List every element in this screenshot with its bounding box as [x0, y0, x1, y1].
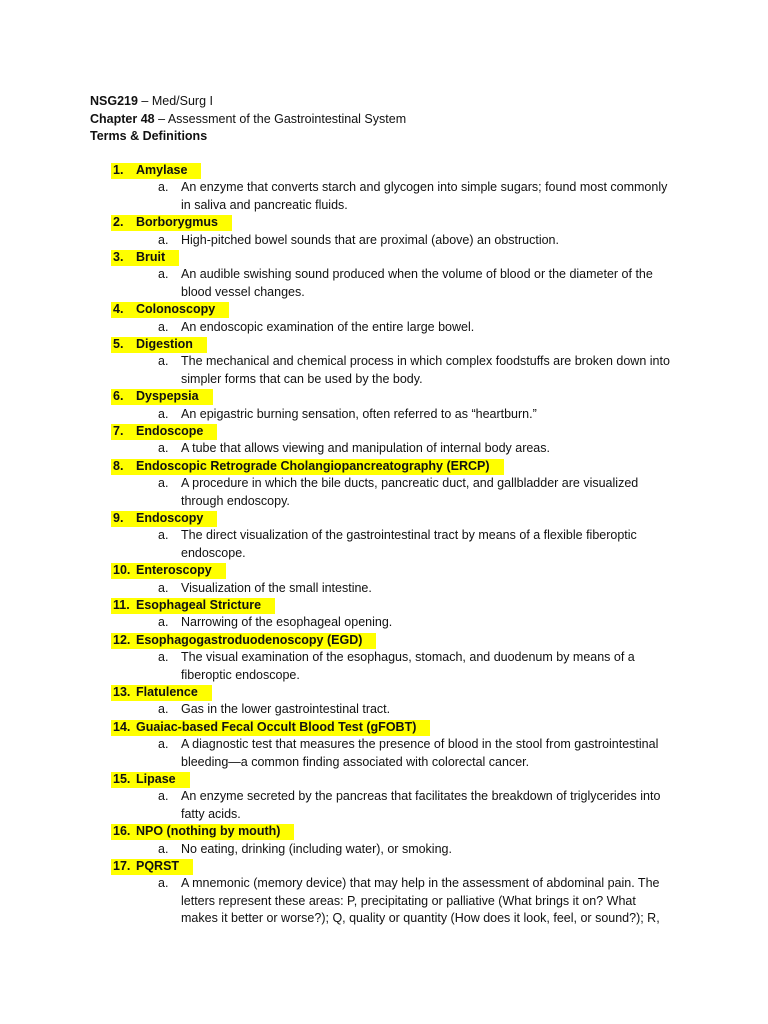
definition-line: fiberoptic endoscope. — [181, 667, 300, 682]
term-heading — [0, 301, 768, 318]
term-name: Lipase — [136, 772, 176, 786]
term-name: PQRST — [136, 859, 180, 873]
term-heading — [0, 632, 768, 649]
definition-line: endoscope. — [181, 545, 246, 560]
term-heading — [0, 162, 768, 179]
definition-line: A tube that allows viewing and manipulation of internal body areas. — [181, 441, 550, 456]
term-number: 12. — [113, 632, 131, 647]
definition-letter: a. — [158, 528, 169, 543]
definition-line: The mechanical and chemical process in which complex foodstuffs are broken down into — [181, 354, 670, 369]
term-heading — [0, 214, 768, 231]
term-item — [0, 162, 768, 214]
definition-line: bleeding—a common finding associated with colorectal cancer. — [181, 754, 530, 769]
term-heading — [0, 423, 768, 440]
term-item — [0, 719, 768, 771]
term-name: Borborygmus — [136, 215, 218, 230]
term-item — [0, 771, 768, 823]
definition-letter: a. — [158, 580, 169, 595]
definition-line: An enzyme that converts starch and glycogen into simple sugars; found most commonly — [181, 180, 668, 195]
document-header — [90, 93, 406, 146]
term-item — [0, 301, 768, 336]
term-definition — [0, 580, 671, 597]
term-item — [0, 632, 768, 684]
term-heading — [0, 562, 768, 579]
term-heading — [0, 388, 768, 405]
term-number: 13. — [113, 685, 131, 699]
definition-line: No eating, drinking (including water), or smoking. — [181, 841, 452, 856]
definition-letter: a. — [158, 267, 169, 282]
term-definition — [0, 266, 671, 301]
term-definition — [0, 875, 671, 927]
course-line — [90, 93, 406, 111]
definition-letter: a. — [158, 354, 169, 369]
term-heading — [0, 336, 768, 353]
term-number: 10. — [113, 563, 131, 578]
term-item — [0, 684, 768, 719]
term-name: NPO (nothing by mouth) — [136, 824, 281, 839]
term-heading — [0, 719, 768, 736]
definition-line: An enzyme secreted by the pancreas that facilitates the breakdown of triglycerides into — [181, 789, 661, 804]
term-number: 1. — [113, 163, 124, 177]
term-definition — [0, 475, 671, 510]
term-name: Endoscope — [136, 424, 204, 438]
term-name: Endoscopy — [136, 511, 204, 525]
term-list — [0, 162, 768, 928]
term-heading — [0, 684, 768, 701]
term-name: Endoscopic Retrograde Cholangiopancreatography (ERCP) — [136, 458, 490, 473]
term-name: Esophagogastroduodenoscopy (EGD) — [136, 632, 363, 647]
definition-line: An epigastric burning sensation, often referred to as “heartburn.” — [181, 406, 537, 421]
term-heading — [0, 771, 768, 788]
section-title-line — [90, 128, 406, 146]
term-item — [0, 510, 768, 562]
term-heading — [0, 249, 768, 266]
definition-letter: a. — [158, 650, 169, 665]
term-definition — [0, 353, 671, 388]
term-number: 3. — [113, 250, 124, 264]
definition-line: An audible swishing sound produced when the volume of blood or the diameter of the — [181, 267, 653, 282]
definition-letter: a. — [158, 615, 169, 630]
term-name: Esophageal Stricture — [136, 598, 262, 612]
definition-line: through endoscopy. — [181, 493, 290, 508]
definition-letter: a. — [158, 737, 169, 752]
definition-line: A mnemonic (memory device) that may help in the assessment of abdominal pain. The — [181, 876, 660, 891]
term-name: Dyspepsia — [136, 389, 199, 404]
definition-line: An endoscopic examination of the entire large bowel. — [181, 319, 475, 334]
term-definition — [0, 440, 671, 457]
term-definition — [0, 232, 671, 249]
chapter-title: – Assessment of the Gastrointestinal System — [154, 111, 407, 126]
term-definition — [0, 788, 671, 823]
term-definition — [0, 736, 671, 771]
term-heading — [0, 858, 768, 875]
term-number: 6. — [113, 389, 124, 404]
definition-letter: a. — [158, 702, 169, 717]
definition-letter: a. — [158, 841, 169, 856]
definition-line: blood vessel changes. — [181, 284, 305, 299]
term-number: 9. — [113, 511, 124, 525]
term-name: Guaiac-based Fecal Occult Blood Test (gFOBT) — [136, 719, 417, 734]
definition-letter: a. — [158, 406, 169, 421]
definition-line: Narrowing of the esophageal opening. — [181, 615, 393, 630]
term-definition — [0, 527, 671, 562]
term-definition — [0, 614, 671, 631]
term-item — [0, 858, 768, 928]
definition-line: The direct visualization of the gastrointestinal tract by means of a flexible fiberoptic — [181, 528, 637, 543]
term-definition — [0, 841, 671, 858]
term-item — [0, 388, 768, 423]
definition-line: letters represent these areas: P, precipitating or palliative (What brings it on? What — [181, 893, 636, 908]
term-number: 14. — [113, 719, 131, 734]
definition-line: A procedure in which the bile ducts, pancreatic duct, and gallbladder are visualized — [181, 476, 639, 491]
term-item — [0, 336, 768, 388]
term-item — [0, 597, 768, 632]
term-number: 16. — [113, 824, 131, 839]
definition-letter: a. — [158, 180, 169, 195]
term-number: 17. — [113, 859, 131, 873]
term-item — [0, 249, 768, 301]
chapter-label: Chapter 48 — [90, 111, 155, 126]
definition-line: in saliva and pancreatic fluids. — [181, 197, 348, 212]
term-definition — [0, 179, 671, 214]
term-heading — [0, 458, 768, 475]
term-name: Enteroscopy — [136, 563, 212, 578]
section-title: Terms & Definitions — [90, 129, 208, 143]
course-code: NSG219 — [90, 94, 138, 108]
definition-line: Visualization of the small intestine. — [181, 580, 372, 595]
chapter-line — [90, 111, 406, 129]
term-number: 7. — [113, 424, 124, 438]
term-number: 15. — [113, 772, 131, 786]
course-name: – Med/Surg I — [137, 94, 213, 108]
term-heading — [0, 510, 768, 527]
term-name: Amylase — [136, 163, 188, 177]
term-definition — [0, 319, 671, 336]
term-heading — [0, 823, 768, 840]
definition-line: fatty acids. — [181, 806, 241, 821]
term-name: Colonoscopy — [136, 302, 216, 317]
definition-letter: a. — [158, 232, 169, 247]
term-number: 2. — [113, 215, 124, 230]
definition-letter: a. — [158, 319, 169, 334]
definition-line: simpler forms that can be used by the body. — [181, 371, 423, 386]
definition-letter: a. — [158, 876, 169, 891]
term-heading — [0, 597, 768, 614]
term-item — [0, 823, 768, 858]
term-name: Flatulence — [136, 685, 198, 699]
term-definition — [0, 406, 671, 423]
term-number: 5. — [113, 337, 124, 351]
definition-line: makes it better or worse?); Q, quality or quantity (How does it look, feel, or sound?); R, — [181, 911, 660, 926]
definition-letter: a. — [158, 789, 169, 804]
term-item — [0, 458, 768, 510]
term-number: 11. — [113, 598, 130, 612]
term-number: 8. — [113, 458, 124, 473]
term-definition — [0, 649, 671, 684]
definition-line: The visual examination of the esophagus, stomach, and duodenum by means of a — [181, 650, 635, 665]
definition-line: A diagnostic test that measures the presence of blood in the stool from gastrointestinal — [181, 737, 659, 752]
term-item — [0, 423, 768, 458]
term-definition — [0, 701, 671, 718]
term-name: Digestion — [136, 337, 193, 351]
definition-line: High-pitched bowel sounds that are proximal (above) an obstruction. — [181, 232, 559, 247]
definition-letter: a. — [158, 441, 169, 456]
definition-line: Gas in the lower gastrointestinal tract. — [181, 702, 391, 717]
term-item — [0, 562, 768, 597]
definition-letter: a. — [158, 476, 169, 491]
term-name: Bruit — [136, 250, 166, 264]
term-item — [0, 214, 768, 249]
term-number: 4. — [113, 302, 124, 317]
